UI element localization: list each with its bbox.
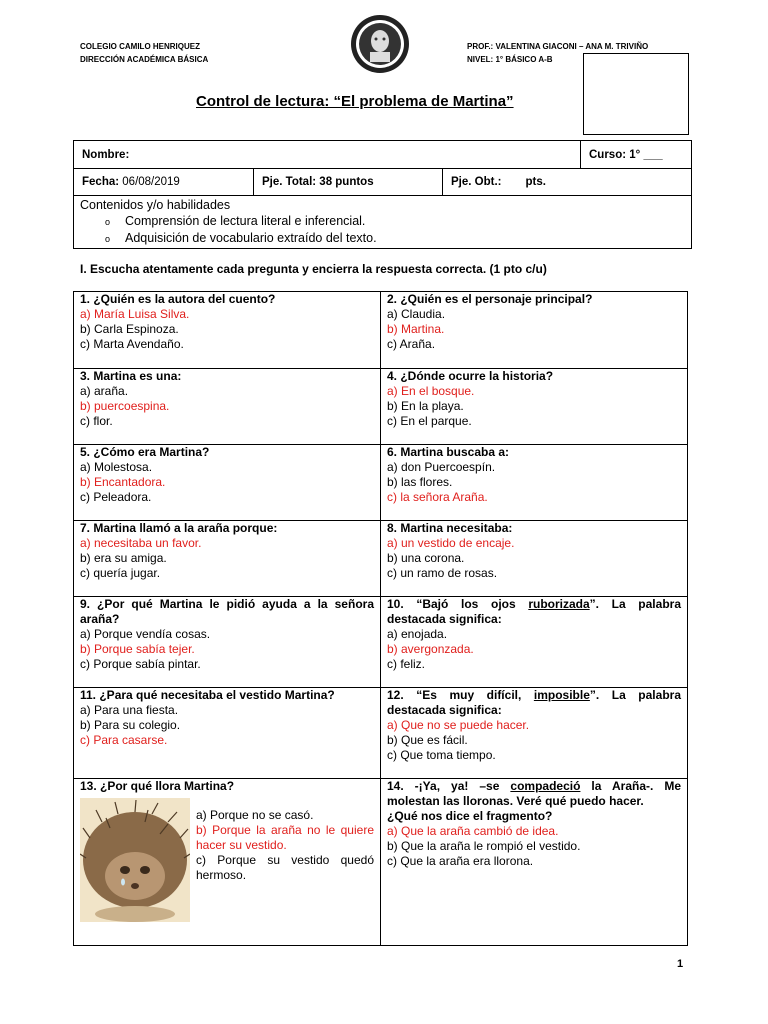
option-b[interactable]: b) En la playa. <box>387 399 464 413</box>
highlighted-word: compadeció <box>510 779 581 793</box>
option-a[interactable]: a) Que no se puede hacer. <box>387 718 530 732</box>
question-5 <box>74 445 381 521</box>
bullet-icon: o <box>105 234 111 244</box>
highlighted-word: imposible <box>533 688 590 702</box>
contents-label: Contenidos y/o habilidades <box>80 198 231 212</box>
option-a[interactable]: a) don Puercoespín. <box>387 460 496 474</box>
question-text: 7. Martina llamó a la araña porque: <box>80 521 278 535</box>
student-info-table <box>73 140 692 249</box>
option-c[interactable]: c) En el parque. <box>387 414 472 428</box>
question-subtext: ¿Qué nos dice el fragmento? <box>387 809 553 823</box>
question-1 <box>74 292 381 369</box>
option-a[interactable]: a) En el bosque. <box>387 384 475 398</box>
question-text: 2. ¿Quién es el personaje principal? <box>387 292 593 306</box>
page-title: Control de lectura: “El problema de Martina” <box>196 93 514 110</box>
course-field[interactable] <box>581 141 692 169</box>
question-7 <box>74 521 381 597</box>
obtained-score-cell[interactable] <box>443 169 692 196</box>
option-c[interactable]: c) feliz. <box>387 657 426 671</box>
option-b[interactable]: b) era su amiga. <box>80 551 167 565</box>
option-c[interactable]: c) Porque sabía pintar. <box>80 657 201 671</box>
total-score-cell <box>254 169 443 196</box>
date-cell <box>74 169 254 196</box>
school-seal-icon <box>350 14 410 74</box>
question-10 <box>381 597 688 688</box>
option-a[interactable]: a) Porque no se casó. <box>196 808 314 822</box>
option-a[interactable]: a) Para una fiesta. <box>80 703 179 717</box>
skill-text: Comprensión de lectura literal e inferencial. <box>125 214 366 228</box>
school-header <box>80 40 208 66</box>
question-text: 3. Martina es una: <box>80 369 182 383</box>
option-c[interactable]: c) la señora Araña. <box>387 490 488 504</box>
question-3 <box>74 369 381 445</box>
date-value: 06/08/2019 <box>119 176 180 188</box>
questions-table <box>73 291 688 946</box>
option-a[interactable]: a) Que la araña cambió de idea. <box>387 824 559 838</box>
option-b[interactable]: b) Martina. <box>387 322 445 336</box>
option-c[interactable]: c) flor. <box>80 414 113 428</box>
option-b[interactable]: b) Que es fácil. <box>387 733 468 747</box>
school-name: COLEGIO CAMILO HENRIQUEZ <box>80 42 200 51</box>
option-b[interactable]: b) Encantadora. <box>80 475 166 489</box>
skill-text: Adquisición de vocabulario extraído del texto. <box>125 231 377 245</box>
question-14 <box>381 779 688 946</box>
grade-box[interactable] <box>583 53 689 135</box>
option-a[interactable]: a) araña. <box>80 384 129 398</box>
option-c[interactable]: c) Peleadora. <box>80 490 152 504</box>
question-text: 5. ¿Cómo era Martina? <box>80 445 210 459</box>
question-text: 10. “Bajó los ojos ruborizada”. La palabra destacada significa: <box>387 597 681 626</box>
option-b[interactable]: b) una corona. <box>387 551 465 565</box>
option-a[interactable]: a) un vestido de encaje. <box>387 536 515 550</box>
question-text: 14. -¡Ya, ya! –se compadeció la Araña-. Me molestan las lloronas. Veré qué puedo hacer. <box>387 779 681 808</box>
option-b[interactable]: b) las flores. <box>387 475 453 489</box>
question-4 <box>381 369 688 445</box>
option-a[interactable]: a) Porque vendía cosas. <box>80 627 211 641</box>
option-b[interactable]: b) Porque la araña no le quiere hacer su vestido. <box>196 823 374 852</box>
hedgehog-illustration <box>80 798 190 922</box>
option-c[interactable]: c) Porque su vestido quedó hermoso. <box>196 853 374 882</box>
option-a[interactable]: a) enojada. <box>387 627 448 641</box>
option-c[interactable]: c) un ramo de rosas. <box>387 566 498 580</box>
page-number: 1 <box>677 958 684 970</box>
name-label: Nombre: <box>82 148 130 161</box>
school-direction: DIRECCIÓN ACADÉMICA BÁSICA <box>80 55 209 64</box>
question-12 <box>381 688 688 779</box>
option-a[interactable]: a) Molestosa. <box>80 460 153 474</box>
question-2 <box>381 292 688 369</box>
option-b[interactable]: b) puercoespina. <box>80 399 170 413</box>
question-text: 12. “Es muy difícil, imposible”. La palabra destacada significa: <box>387 688 681 717</box>
question-6 <box>381 445 688 521</box>
obtained-score-label: Pje. Obt.: <box>451 176 502 188</box>
question-text: 8. Martina necesitaba: <box>387 521 513 535</box>
teachers: PROF.: VALENTINA GIACONI – ANA M. TRIVIÑO <box>467 42 649 51</box>
option-c[interactable]: c) Que la araña era llorona. <box>387 854 534 868</box>
option-c[interactable]: c) Marta Avendaño. <box>80 337 184 351</box>
option-a[interactable]: a) Claudia. <box>387 307 446 321</box>
bullet-icon: o <box>105 217 111 227</box>
total-score-label: Pje. Total: 38 puntos <box>262 176 374 188</box>
question-text: 11. ¿Para qué necesitaba el vestido Martina? <box>80 688 335 702</box>
option-a[interactable]: a) María Luisa Silva. <box>80 307 190 321</box>
option-c[interactable]: c) Que toma tiempo. <box>387 748 496 762</box>
question-text: 9. ¿Por qué Martina le pidió ayuda a la señora araña? <box>80 597 374 626</box>
course-label: Curso: 1° ___ <box>589 148 663 161</box>
date-label: Fecha: <box>82 176 120 188</box>
option-b[interactable]: b) Carla Espinoza. <box>80 322 179 336</box>
level: NIVEL: 1° BÁSICO A-B <box>467 55 553 64</box>
highlighted-word: ruborizada <box>528 597 590 611</box>
name-field[interactable] <box>74 141 581 169</box>
question-text: 4. ¿Dónde ocurre la historia? <box>387 369 554 383</box>
option-b[interactable]: b) avergonzada. <box>387 642 474 656</box>
instructions: I. Escucha atentamente cada pregunta y encierra la respuesta correcta. (1 pto c/u) <box>80 262 547 276</box>
skill-item <box>80 213 685 230</box>
question-8 <box>381 521 688 597</box>
question-text: 6. Martina buscaba a: <box>387 445 510 459</box>
option-b[interactable]: b) Que la araña le rompió el vestido. <box>387 839 581 853</box>
option-c[interactable]: c) Para casarse. <box>80 733 168 747</box>
question-text: 1. ¿Quién es la autora del cuento? <box>80 292 276 306</box>
option-c[interactable]: c) Araña. <box>387 337 436 351</box>
option-b[interactable]: b) Porque sabía tejer. <box>80 642 195 656</box>
option-c[interactable]: c) quería jugar. <box>80 566 161 580</box>
option-b[interactable]: b) Para su colegio. <box>80 718 181 732</box>
question-11 <box>74 688 381 779</box>
option-a[interactable]: a) necesitaba un favor. <box>80 536 202 550</box>
skill-item <box>80 230 685 247</box>
question-text: 13. ¿Por qué llora Martina? <box>80 779 235 793</box>
contents-cell <box>74 196 692 249</box>
question-13 <box>74 779 381 946</box>
question-9 <box>74 597 381 688</box>
pts-label: pts. <box>525 176 546 188</box>
